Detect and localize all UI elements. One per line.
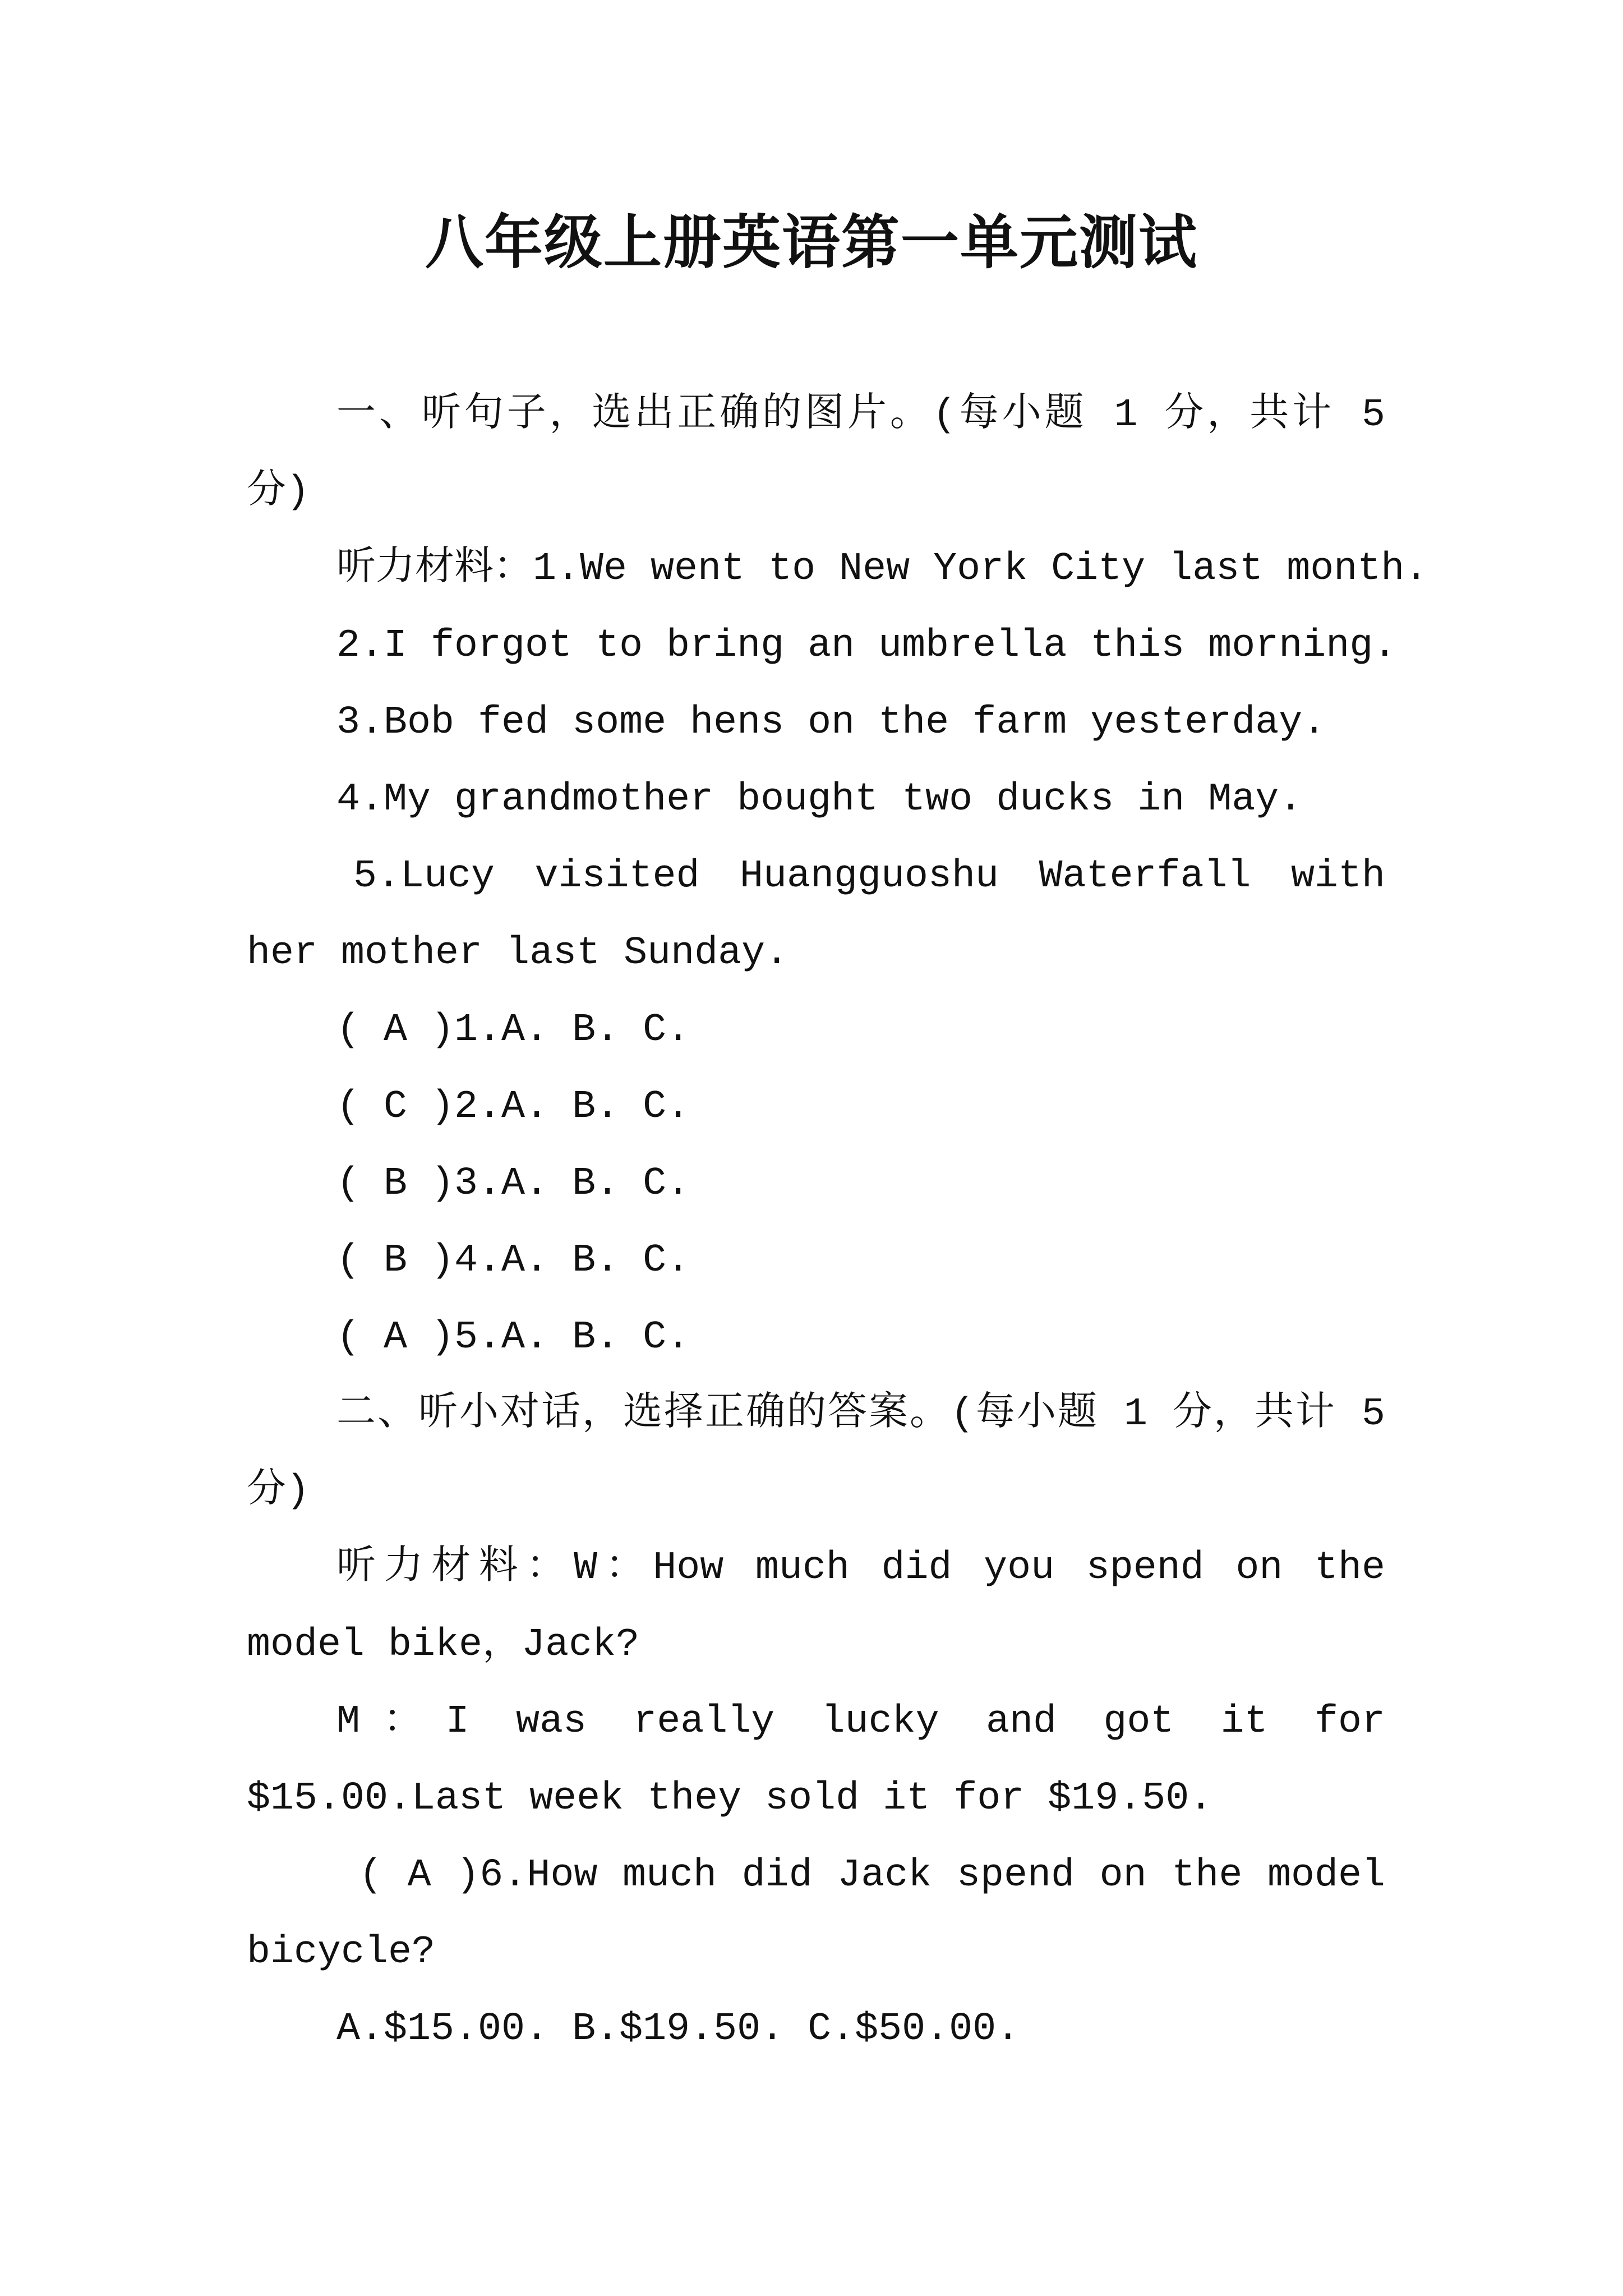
- listening-sentence-5: 5.Lucy visited Huangguoshu Waterfall with her mother last Sunday.: [247, 854, 1385, 976]
- listening-sentence-2: 2.I forgot to bring an umbrella this morning.: [336, 624, 1397, 668]
- answer-line-5: ( A )5.A. B. C.: [336, 1315, 690, 1360]
- question-6-options: A.$15.00. B.$19.50. C.$50.00.: [336, 2007, 1020, 2051]
- answer-line-3: ( B )3.A. B. C.: [336, 1162, 690, 1206]
- listening-dialogue-w: 听力材料：W：How much did you spend on the model bike，Jack?: [247, 1546, 1385, 1667]
- section-1-heading: 一、听句子，选出正确的图片。(每小题 1 分，共计 5 分): [247, 393, 1385, 514]
- answer-line-4: ( B )4.A. B. C.: [336, 1239, 690, 1283]
- document-body: [247, 377, 1428, 2068]
- question-6: ( A )6.How much did Jack spend on the model bicycle?: [247, 1853, 1385, 1975]
- listening-material-1: 听力材料：1.We went to New York City last month.: [336, 547, 1428, 591]
- document-title: 八年级上册英语第一单元测试: [425, 208, 1198, 277]
- answer-line-2: ( C )2.A. B. C.: [336, 1085, 690, 1129]
- listening-sentence-3: 3.Bob fed some hens on the farm yesterday.: [336, 701, 1326, 745]
- listening-sentence-4: 4.My grandmother bought two ducks in May.: [336, 777, 1303, 822]
- answer-line-1: ( A )1.A. B. C.: [336, 1008, 690, 1052]
- section-2-heading: 二、听小对话，选择正确的答案。(每小题 1 分，共计 5 分): [247, 1392, 1385, 1513]
- listening-dialogue-m: M：I was really lucky and got it for $15.00.Last week they sold it for $19.50.: [247, 1700, 1385, 1821]
